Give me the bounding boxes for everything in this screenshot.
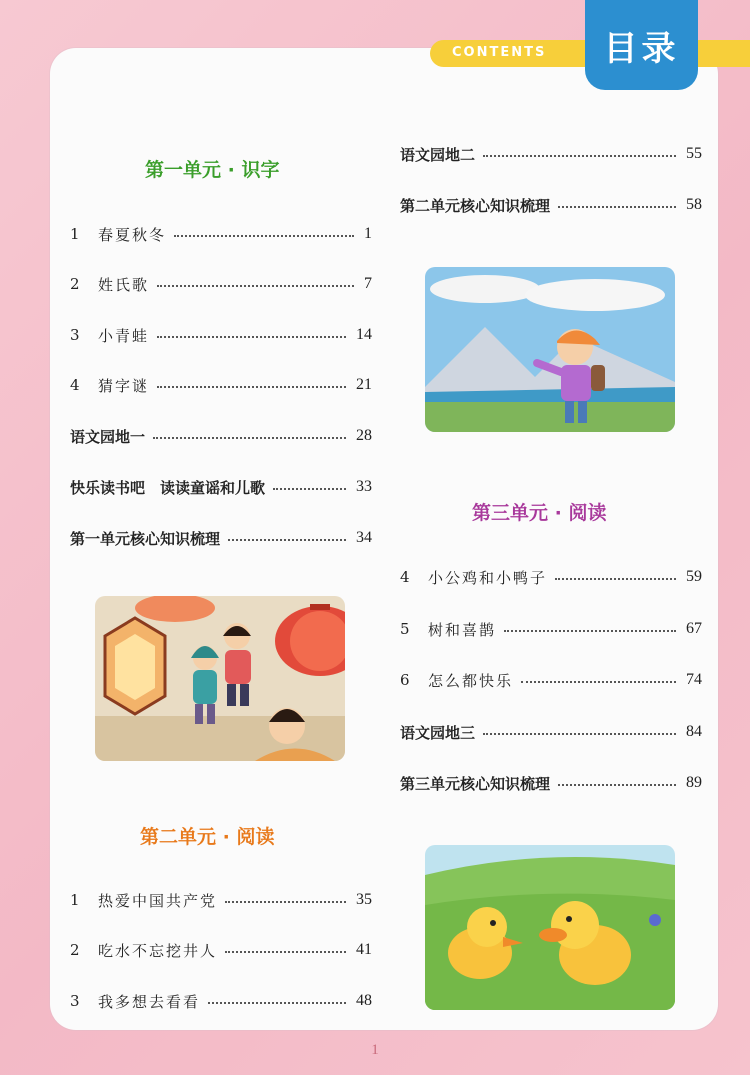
dot-leader xyxy=(157,336,346,338)
entry-page: 33 xyxy=(356,478,372,495)
entry-page: 14 xyxy=(356,326,372,343)
dot-leader xyxy=(153,437,346,439)
entry-title: 春夏秋冬 xyxy=(98,225,167,244)
entry-number: 2 xyxy=(70,275,80,293)
lantern-illustration xyxy=(95,596,345,761)
entry-title: 第一单元核心知识梳理 xyxy=(70,529,221,548)
entry-title: 语文园地一 xyxy=(70,427,146,446)
entry-title: 第三单元核心知识梳理 xyxy=(400,774,551,793)
entry-number: 4 xyxy=(70,376,80,394)
entry-page: 21 xyxy=(356,376,372,393)
entry-title: 语文园地二 xyxy=(400,145,476,164)
mulu-label: 目录 xyxy=(603,28,680,69)
entry-title: 树和喜鹊 xyxy=(428,620,497,639)
entry-number: 6 xyxy=(400,671,410,689)
lantern-scene-image xyxy=(95,596,345,761)
entry-number: 4 xyxy=(400,568,410,586)
entry-title: 吃水不忘挖井人 xyxy=(98,941,218,960)
ducklings-scene-image xyxy=(425,845,675,1010)
toc-entry[interactable] xyxy=(70,988,372,1014)
entry-title: 猜字谜 xyxy=(98,376,150,395)
toc-entry[interactable] xyxy=(70,271,372,297)
toc-entry[interactable] xyxy=(400,141,702,167)
entry-number: 1 xyxy=(70,891,80,909)
entry-page: 48 xyxy=(356,992,372,1009)
toc-entry[interactable] xyxy=(70,423,372,449)
dot-leader xyxy=(555,578,676,580)
toc-entry[interactable] xyxy=(70,887,372,913)
entry-title: 怎么都快乐 xyxy=(428,671,514,690)
entry-title: 小公鸡和小鸭子 xyxy=(428,568,548,587)
entry-page: 1 xyxy=(364,225,372,242)
toc-entry[interactable] xyxy=(70,525,372,551)
dot-leader xyxy=(157,285,354,287)
entry-page: 34 xyxy=(356,529,372,546)
entry-page: 7 xyxy=(364,275,372,292)
dot-leader xyxy=(521,681,676,683)
entry-page: 41 xyxy=(356,941,372,958)
toc-entry[interactable] xyxy=(70,322,372,348)
entry-title: 快乐读书吧 读读童谣和儿歌 xyxy=(70,478,266,497)
toc-entry[interactable] xyxy=(400,719,702,745)
entry-number: 5 xyxy=(400,620,410,638)
entry-page: 58 xyxy=(686,196,702,213)
unit1-title: 第一单元 · 识字 xyxy=(145,159,280,181)
entry-page: 55 xyxy=(686,145,702,162)
mountain-boy-illustration xyxy=(425,267,675,432)
entry-title: 姓氏歌 xyxy=(98,275,150,294)
unit3-title: 第三单元 · 阅读 xyxy=(472,502,607,524)
dot-leader xyxy=(273,488,346,490)
toc-entry[interactable] xyxy=(70,474,372,500)
dot-leader xyxy=(174,235,354,237)
mulu-badge xyxy=(585,0,698,90)
dot-leader xyxy=(208,1002,346,1004)
dot-leader xyxy=(157,386,346,388)
toc-entry[interactable] xyxy=(70,221,372,247)
entry-title: 第二单元核心知识梳理 xyxy=(400,196,551,215)
dot-leader xyxy=(225,901,346,903)
toc-entry[interactable] xyxy=(400,616,702,642)
toc-entry[interactable] xyxy=(400,667,702,693)
entry-page: 67 xyxy=(686,620,702,637)
entry-number: 3 xyxy=(70,326,80,344)
ducklings-illustration xyxy=(425,845,675,1010)
entry-page: 59 xyxy=(686,568,702,585)
dot-leader xyxy=(228,539,346,541)
toc-entry[interactable] xyxy=(400,564,702,590)
page-number: 1 xyxy=(371,1042,379,1058)
entry-title: 我多想去看看 xyxy=(98,992,201,1011)
entry-page: 28 xyxy=(356,427,372,444)
dot-leader xyxy=(483,155,676,157)
entry-title: 语文园地三 xyxy=(400,723,476,742)
entry-title: 小青蛙 xyxy=(98,326,150,345)
contents-label: CONTENTS xyxy=(452,45,547,60)
entry-page: 35 xyxy=(356,891,372,908)
toc-entry[interactable] xyxy=(70,372,372,398)
dot-leader xyxy=(504,630,676,632)
entry-number: 1 xyxy=(70,225,80,243)
toc-entry[interactable] xyxy=(400,770,702,796)
mountain-scene-image xyxy=(425,267,675,432)
dot-leader xyxy=(483,733,676,735)
unit2-title: 第二单元 · 阅读 xyxy=(140,826,275,848)
entry-number: 3 xyxy=(70,992,80,1010)
entry-page: 74 xyxy=(686,671,702,688)
entry-title: 热爱中国共产党 xyxy=(98,891,218,910)
entry-page: 89 xyxy=(686,774,702,791)
entry-number: 2 xyxy=(70,941,80,959)
dot-leader xyxy=(558,784,676,786)
toc-entry[interactable] xyxy=(400,192,702,218)
toc-entry[interactable] xyxy=(70,937,372,963)
dot-leader xyxy=(225,951,346,953)
dot-leader xyxy=(558,206,676,208)
entry-page: 84 xyxy=(686,723,702,740)
